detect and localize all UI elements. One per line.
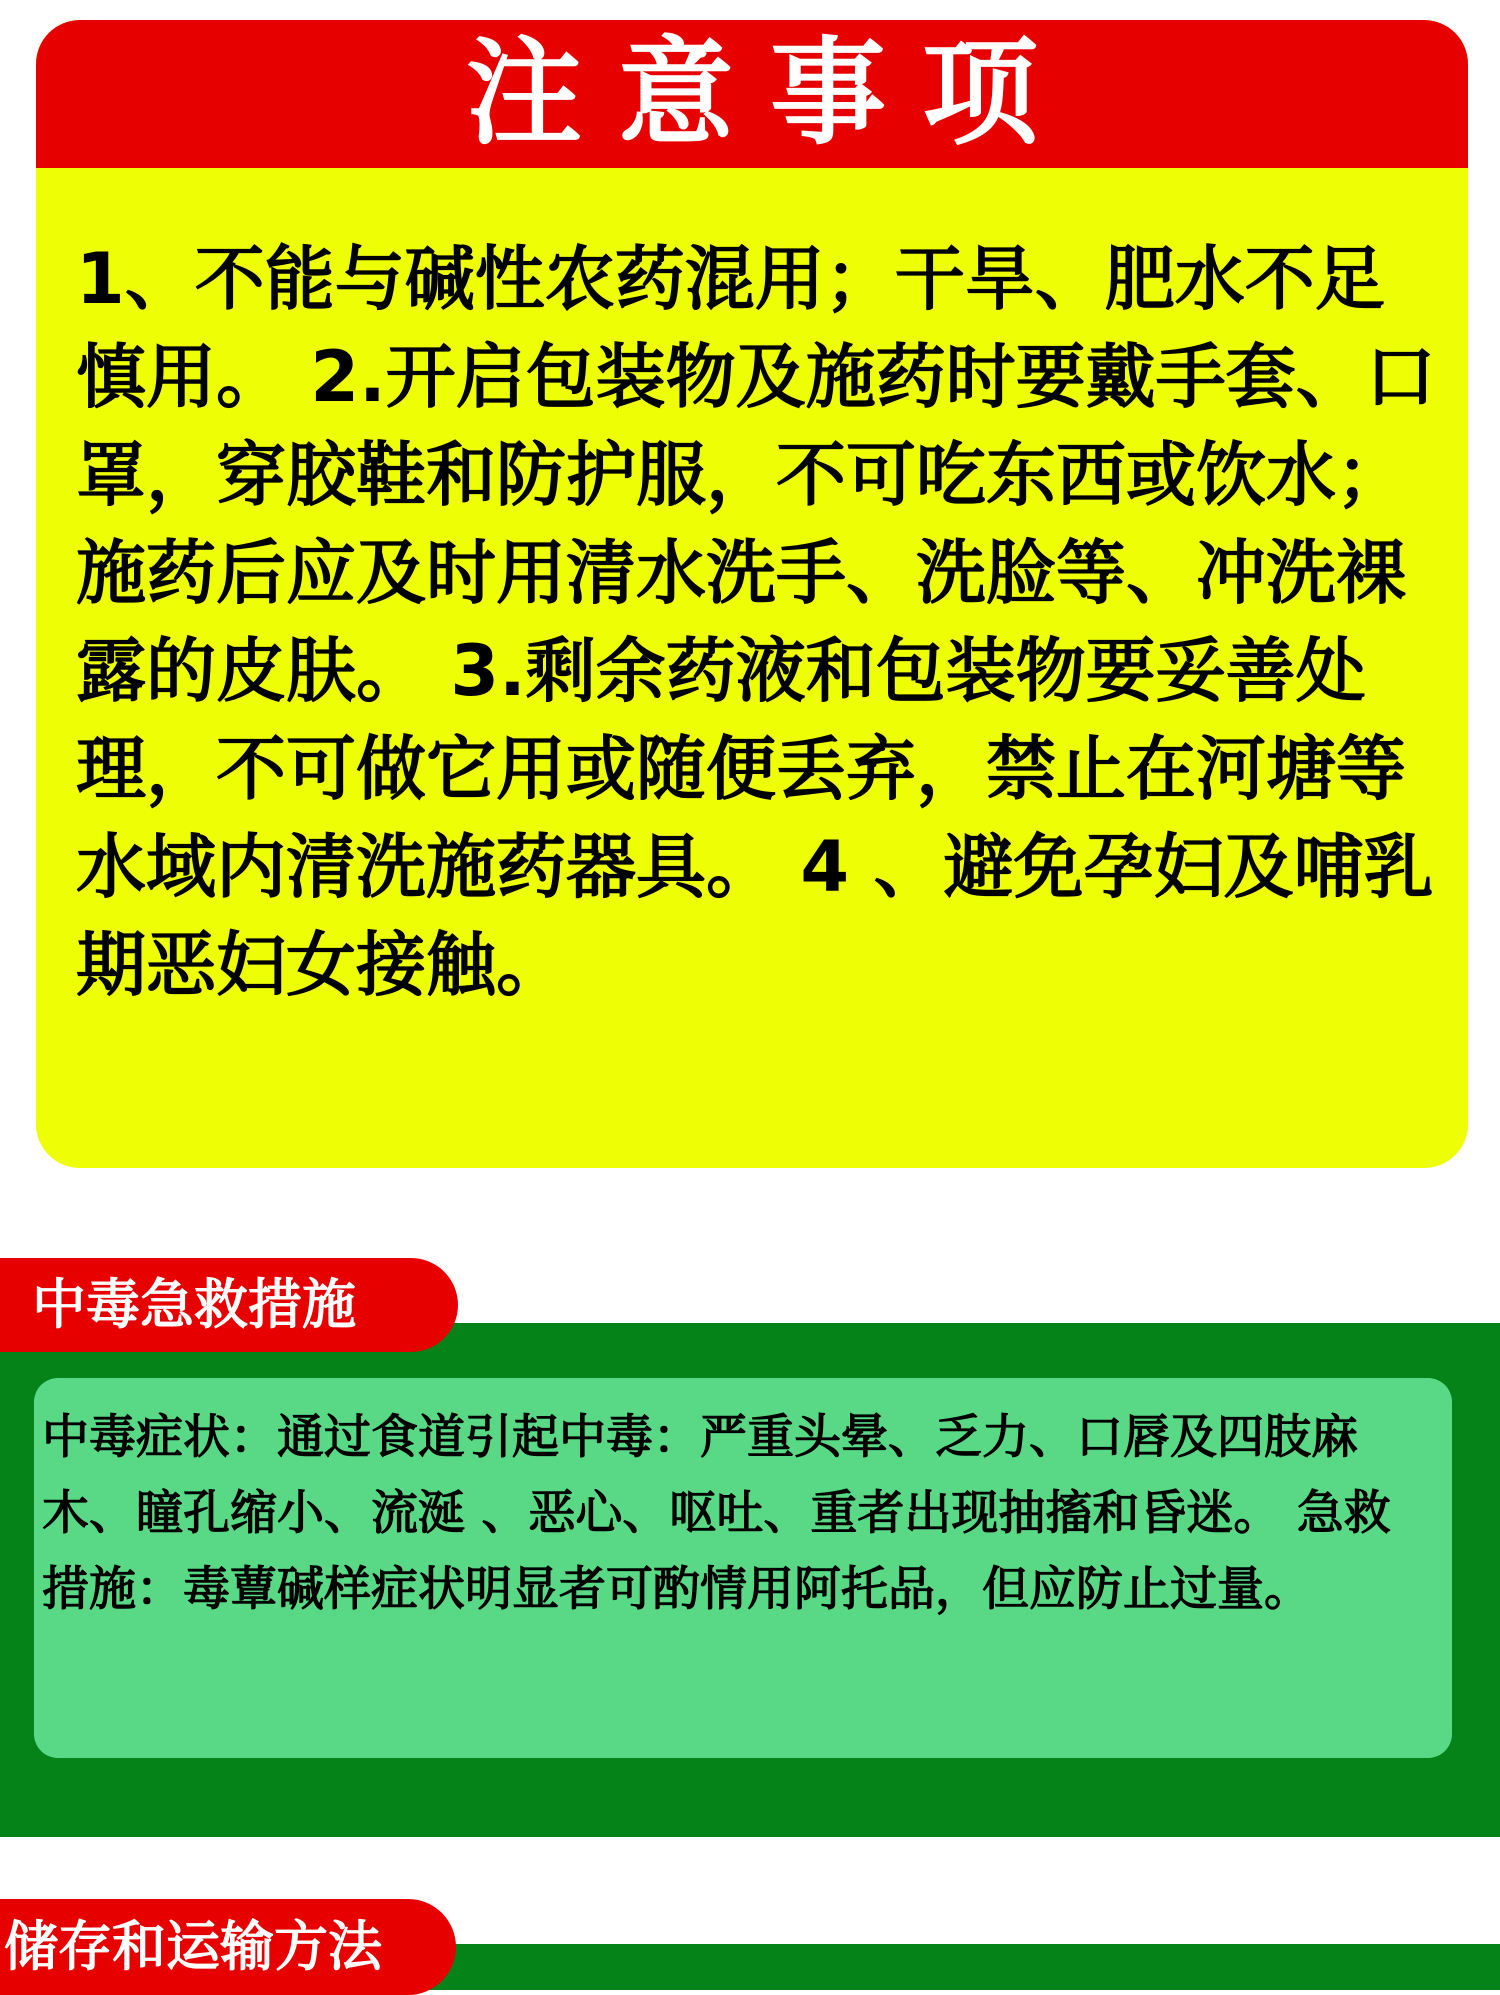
first-aid-card — [34, 1378, 1452, 1758]
storage-tab — [0, 1899, 456, 1995]
first-aid-body: 中毒症状：通过食道引起中毒：严重头晕、乏力、口唇及四肢麻木、瞳孔缩小、流涎 、恶心、呕吐、重者出现抽搐和昏迷。 急救措施：毒蕈碱样症状明显者可酌情用阿托品，但应防止过量。 — [42, 1410, 1391, 1617]
storage-title: 储存和运输方法 — [4, 1915, 382, 1978]
notice-card — [36, 20, 1468, 1168]
notice-title: 注意事项 — [466, 26, 1074, 161]
first-aid-title: 中毒急救措施 — [32, 1273, 356, 1336]
notice-header — [36, 20, 1468, 168]
first-aid-tab — [0, 1258, 458, 1352]
notice-body: 1、不能与碱性农药混用；干旱、肥水不足慎用。 2.开启包装物及施药时要戴手套、口罩，穿胶鞋和防护服，不可吃东西或饮水；施药后应及时用清水洗手、洗脸等、冲洗裸露的皮肤。 3.剩余药液和包装物要妥善处理，不可做它用或随便丢弃，禁止在河塘等水域内清洗施药器具。 4 、避免孕妇及哺乳期恶妇女接触。 — [76, 238, 1436, 1006]
